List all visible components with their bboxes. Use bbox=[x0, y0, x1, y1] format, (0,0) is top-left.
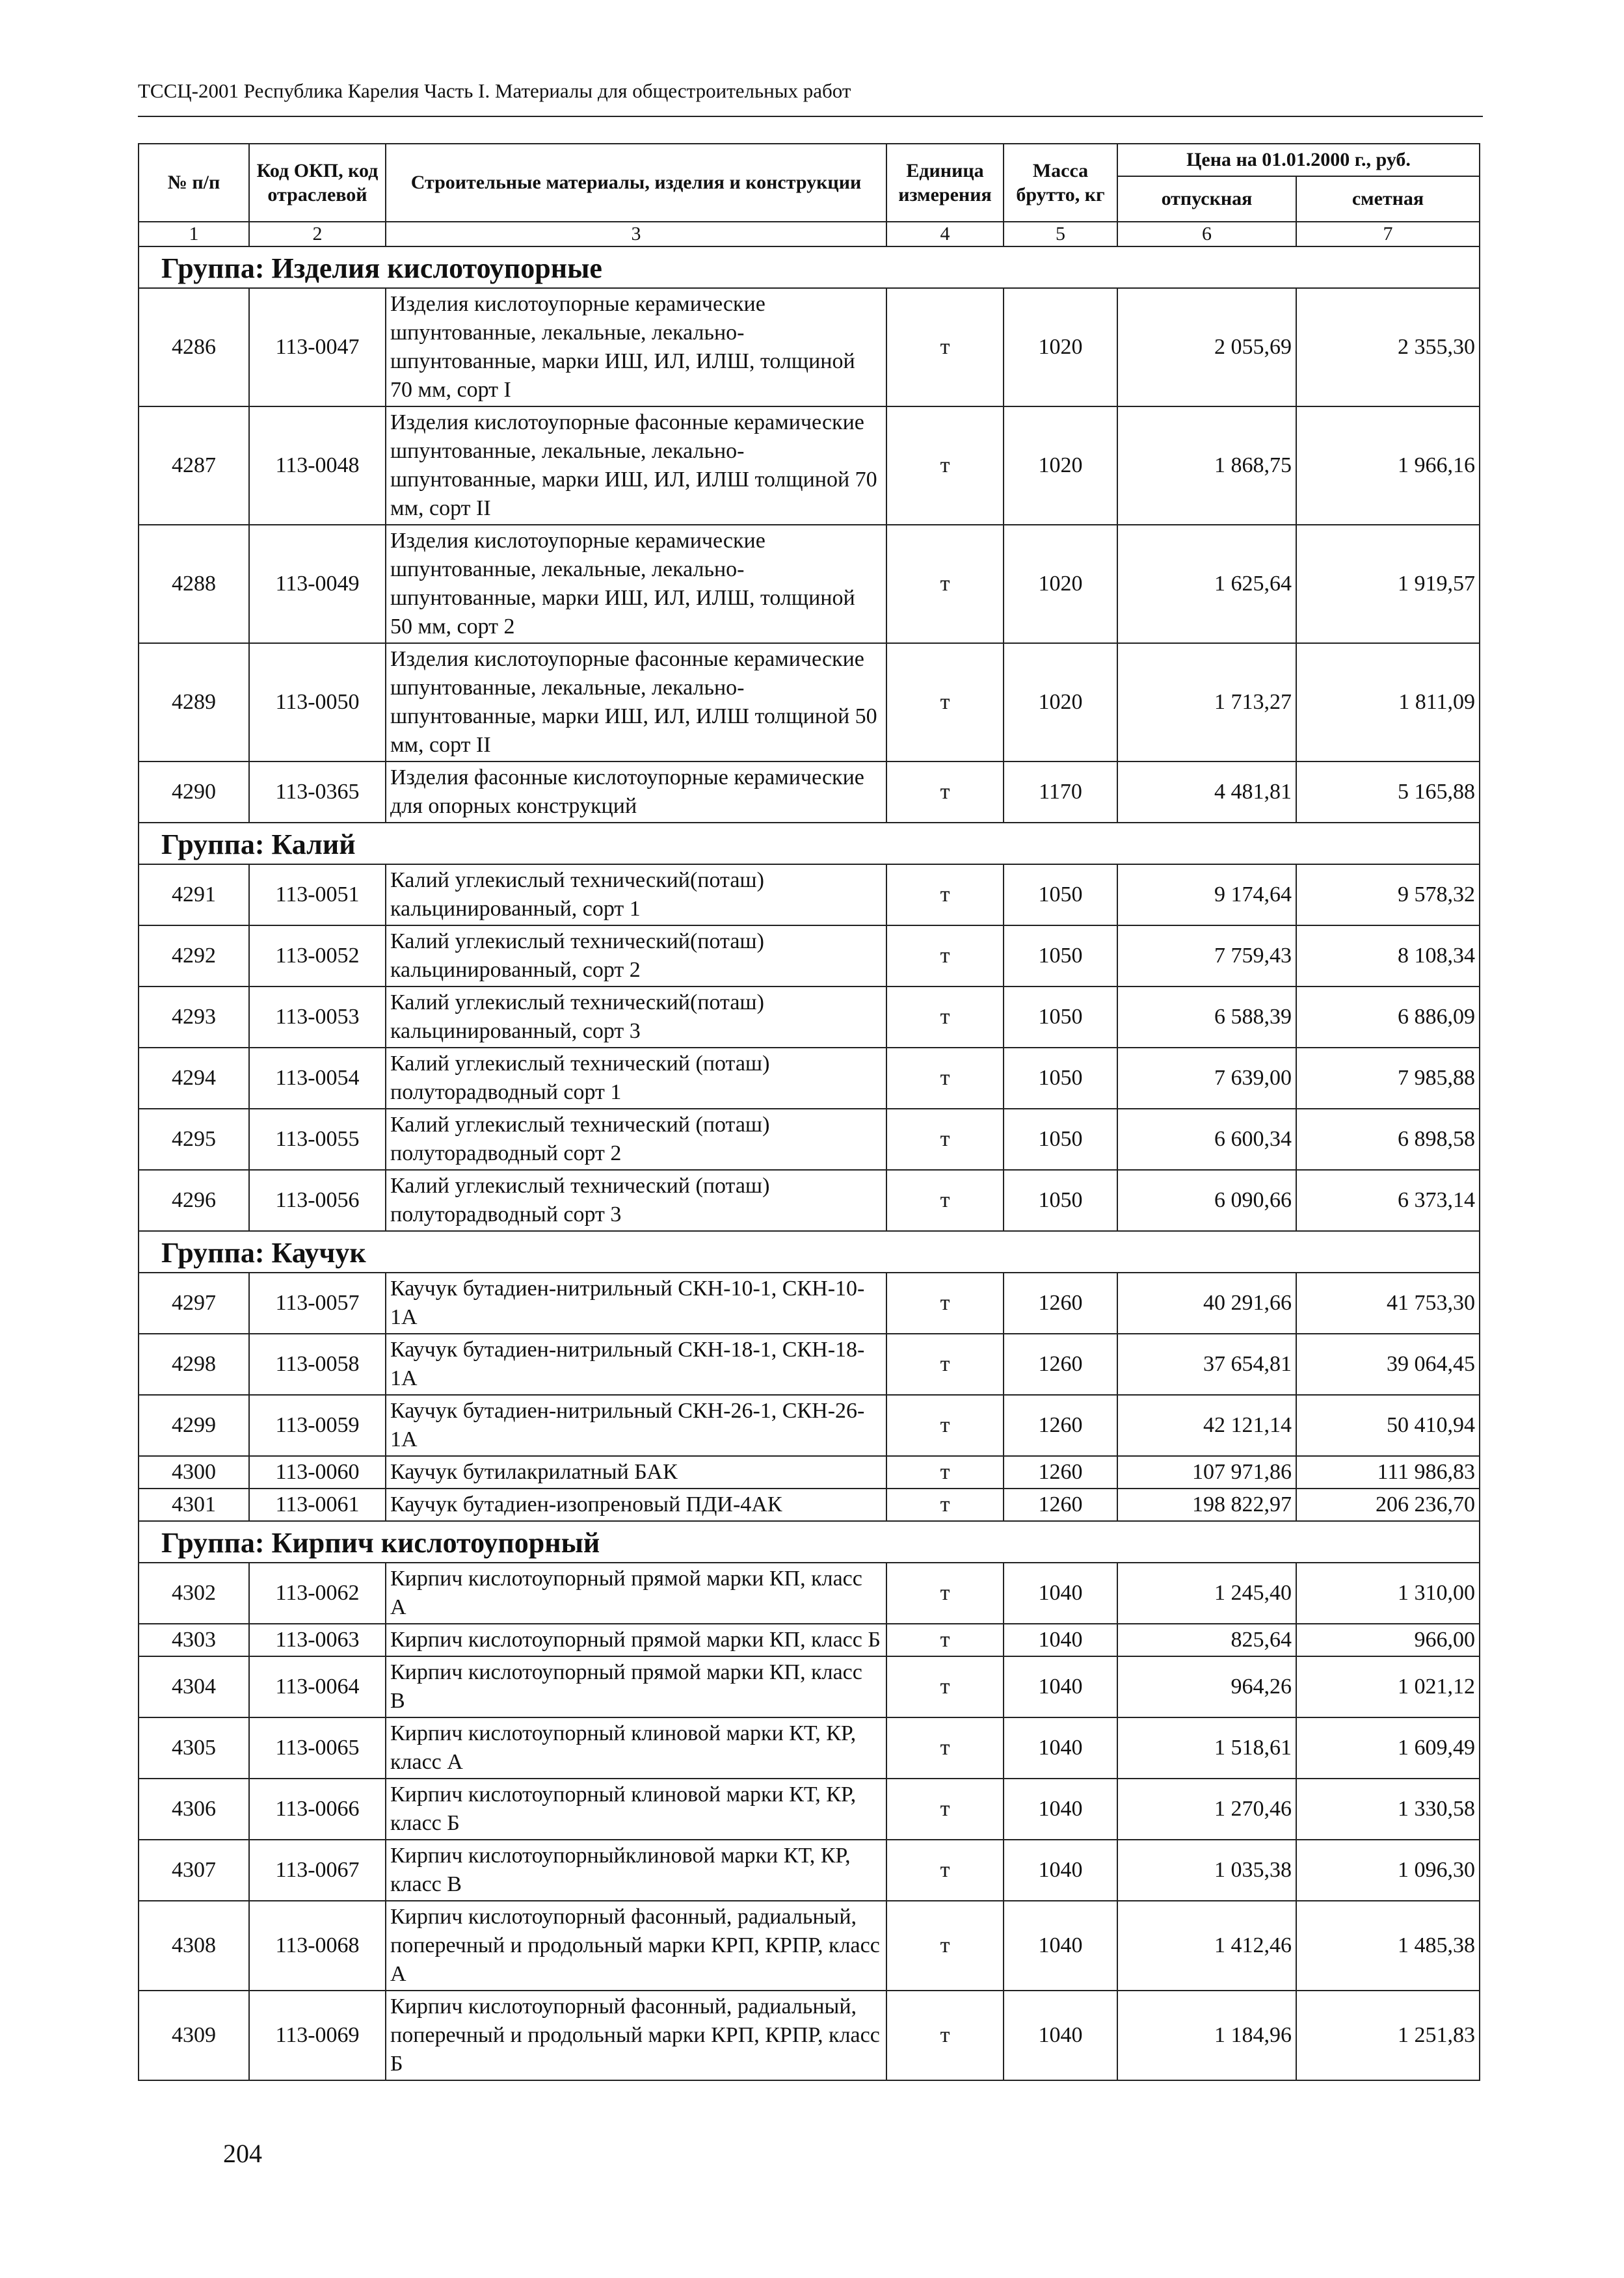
row-number: 4303 bbox=[139, 1624, 249, 1656]
row-code: 113-0053 bbox=[249, 987, 386, 1048]
row-number: 4298 bbox=[139, 1334, 249, 1395]
row-price-estimate: 1 811,09 bbox=[1296, 643, 1480, 762]
table-row bbox=[139, 1563, 1480, 1624]
col-index-cell: 7 bbox=[1296, 222, 1480, 246]
row-code: 113-0054 bbox=[249, 1048, 386, 1109]
row-price-release: 198 822,97 bbox=[1117, 1489, 1296, 1521]
row-price-release: 6 588,39 bbox=[1117, 987, 1296, 1048]
row-name: Кирпич кислотоупорный клиновой марки КТ, КР, класс А bbox=[386, 1717, 886, 1779]
group-header-row bbox=[139, 1521, 1480, 1563]
row-price-estimate: 9 578,32 bbox=[1296, 864, 1480, 925]
row-mass: 1040 bbox=[1004, 1901, 1117, 1991]
col-header-mass: Масса брутто, кг bbox=[1004, 144, 1117, 222]
row-price-release: 9 174,64 bbox=[1117, 864, 1296, 925]
row-price-release: 2 055,69 bbox=[1117, 288, 1296, 406]
running-header: ТССЦ-2001 Республика Карелия Часть I. Материалы для общестроительных работ bbox=[138, 79, 851, 102]
table-row bbox=[139, 1901, 1480, 1991]
row-mass: 1050 bbox=[1004, 864, 1117, 925]
row-code: 113-0365 bbox=[249, 762, 386, 823]
col-index-cell: 4 bbox=[886, 222, 1004, 246]
row-price-release: 1 518,61 bbox=[1117, 1717, 1296, 1779]
row-unit: т bbox=[886, 1717, 1004, 1779]
table-row bbox=[139, 1991, 1480, 2080]
row-code: 113-0055 bbox=[249, 1109, 386, 1170]
header-rule bbox=[138, 116, 1483, 117]
row-name: Каучук бутилакрилатный БАК bbox=[386, 1456, 886, 1489]
row-unit: т bbox=[886, 406, 1004, 525]
row-unit: т bbox=[886, 762, 1004, 823]
table-row bbox=[139, 406, 1480, 525]
row-price-release: 37 654,81 bbox=[1117, 1334, 1296, 1395]
row-number: 4305 bbox=[139, 1717, 249, 1779]
table-row bbox=[139, 1717, 1480, 1779]
row-price-release: 6 090,66 bbox=[1117, 1170, 1296, 1231]
table-row bbox=[139, 1840, 1480, 1901]
row-mass: 1040 bbox=[1004, 1563, 1117, 1624]
row-number: 4301 bbox=[139, 1489, 249, 1521]
col-index-cell: 1 bbox=[139, 222, 249, 246]
row-mass: 1260 bbox=[1004, 1273, 1117, 1334]
row-code: 113-0062 bbox=[249, 1563, 386, 1624]
row-name: Калий углекислый технический (поташ) полуторадводный сорт 1 bbox=[386, 1048, 886, 1109]
col-header-price-release: отпускная bbox=[1117, 176, 1296, 222]
table-row bbox=[139, 1624, 1480, 1656]
row-price-release: 7 639,00 bbox=[1117, 1048, 1296, 1109]
table-row bbox=[139, 288, 1480, 406]
group-title: Группа: Каучук bbox=[139, 1231, 1480, 1273]
row-name: Калий углекислый технический(поташ) кальцинированный, сорт 1 bbox=[386, 864, 886, 925]
row-price-estimate: 1 609,49 bbox=[1296, 1717, 1480, 1779]
row-code: 113-0058 bbox=[249, 1334, 386, 1395]
price-table-wrapper bbox=[138, 143, 1479, 2081]
row-code: 113-0061 bbox=[249, 1489, 386, 1521]
row-mass: 1260 bbox=[1004, 1456, 1117, 1489]
row-name: Кирпич кислотоупорный клиновой марки КТ, КР, класс Б bbox=[386, 1779, 886, 1840]
row-price-release: 4 481,81 bbox=[1117, 762, 1296, 823]
row-price-release: 7 759,43 bbox=[1117, 925, 1296, 987]
group-title: Группа: Калий bbox=[139, 823, 1480, 864]
col-index-cell: 3 bbox=[386, 222, 886, 246]
row-unit: т bbox=[886, 1779, 1004, 1840]
col-header-name: Строительные материалы, изделия и конструкции bbox=[386, 144, 886, 222]
row-name: Изделия кислотоупорные фасонные керамические шпунтованные, лекальные, лекально-шпунтованные, марки ИШ, ИЛ, ИЛШ толщиной 50 мм, сорт II bbox=[386, 643, 886, 762]
row-price-release: 42 121,14 bbox=[1117, 1395, 1296, 1456]
row-price-estimate: 1 310,00 bbox=[1296, 1563, 1480, 1624]
row-price-estimate: 41 753,30 bbox=[1296, 1273, 1480, 1334]
row-price-estimate: 1 330,58 bbox=[1296, 1779, 1480, 1840]
row-unit: т bbox=[886, 1109, 1004, 1170]
col-header-num: № п/п bbox=[139, 144, 249, 222]
row-price-estimate: 5 165,88 bbox=[1296, 762, 1480, 823]
col-index-cell: 6 bbox=[1117, 222, 1296, 246]
row-price-estimate: 1 966,16 bbox=[1296, 406, 1480, 525]
row-mass: 1050 bbox=[1004, 1109, 1117, 1170]
row-code: 113-0049 bbox=[249, 525, 386, 643]
row-mass: 1260 bbox=[1004, 1395, 1117, 1456]
row-code: 113-0052 bbox=[249, 925, 386, 987]
row-code: 113-0067 bbox=[249, 1840, 386, 1901]
row-name: Каучук бутадиен-нитрильный СКН-10-1, СКН-10-1А bbox=[386, 1273, 886, 1334]
group-title: Группа: Изделия кислотоупорные bbox=[139, 246, 1480, 288]
row-unit: т bbox=[886, 1170, 1004, 1231]
row-unit: т bbox=[886, 643, 1004, 762]
row-mass: 1040 bbox=[1004, 1624, 1117, 1656]
row-price-estimate: 6 898,58 bbox=[1296, 1109, 1480, 1170]
row-unit: т bbox=[886, 1991, 1004, 2080]
row-number: 4302 bbox=[139, 1563, 249, 1624]
table-row bbox=[139, 925, 1480, 987]
row-name: Кирпич кислотоупорный прямой марки КП, класс А bbox=[386, 1563, 886, 1624]
row-unit: т bbox=[886, 1273, 1004, 1334]
row-code: 113-0047 bbox=[249, 288, 386, 406]
row-number: 4290 bbox=[139, 762, 249, 823]
table-body bbox=[139, 246, 1480, 2080]
row-number: 4287 bbox=[139, 406, 249, 525]
table-row bbox=[139, 1656, 1480, 1717]
col-index-cell: 2 bbox=[249, 222, 386, 246]
row-mass: 1020 bbox=[1004, 525, 1117, 643]
group-header-row bbox=[139, 823, 1480, 864]
row-name: Каучук бутадиен-нитрильный СКН-18-1, СКН-18-1А bbox=[386, 1334, 886, 1395]
row-unit: т bbox=[886, 288, 1004, 406]
row-mass: 1040 bbox=[1004, 1840, 1117, 1901]
row-price-release: 107 971,86 bbox=[1117, 1456, 1296, 1489]
row-name: Изделия кислотоупорные фасонные керамические шпунтованные, лекальные, лекально-шпунтованные, марки ИШ, ИЛ, ИЛШ толщиной 70 мм, сорт II bbox=[386, 406, 886, 525]
row-code: 113-0048 bbox=[249, 406, 386, 525]
row-unit: т bbox=[886, 1456, 1004, 1489]
row-number: 4304 bbox=[139, 1656, 249, 1717]
row-price-release: 1 412,46 bbox=[1117, 1901, 1296, 1991]
row-code: 113-0051 bbox=[249, 864, 386, 925]
row-unit: т bbox=[886, 864, 1004, 925]
page-number: 204 bbox=[223, 2139, 262, 2168]
row-unit: т bbox=[886, 1901, 1004, 1991]
row-unit: т bbox=[886, 1048, 1004, 1109]
row-number: 4295 bbox=[139, 1109, 249, 1170]
row-unit: т bbox=[886, 1395, 1004, 1456]
row-price-release: 1 868,75 bbox=[1117, 406, 1296, 525]
row-price-release: 1 184,96 bbox=[1117, 1991, 1296, 2080]
row-price-estimate: 39 064,45 bbox=[1296, 1334, 1480, 1395]
row-price-release: 1 713,27 bbox=[1117, 643, 1296, 762]
group-header-row bbox=[139, 1231, 1480, 1273]
col-index-cell: 5 bbox=[1004, 222, 1117, 246]
table-row bbox=[139, 1048, 1480, 1109]
row-number: 4309 bbox=[139, 1991, 249, 2080]
row-price-estimate: 6 886,09 bbox=[1296, 987, 1480, 1048]
table-row bbox=[139, 1489, 1480, 1521]
row-price-release: 1 245,40 bbox=[1117, 1563, 1296, 1624]
row-number: 4286 bbox=[139, 288, 249, 406]
row-name: Изделия кислотоупорные керамические шпунтованные, лекальные, лекально-шпунтованные, марки ИШ, ИЛ, ИЛШ, толщиной 50 мм, сорт 2 bbox=[386, 525, 886, 643]
row-code: 113-0069 bbox=[249, 1991, 386, 2080]
row-price-release: 825,64 bbox=[1117, 1624, 1296, 1656]
table-row bbox=[139, 1395, 1480, 1456]
row-price-estimate: 6 373,14 bbox=[1296, 1170, 1480, 1231]
row-price-estimate: 1 251,83 bbox=[1296, 1991, 1480, 2080]
row-price-estimate: 1 919,57 bbox=[1296, 525, 1480, 643]
row-number: 4306 bbox=[139, 1779, 249, 1840]
row-number: 4300 bbox=[139, 1456, 249, 1489]
row-unit: т bbox=[886, 987, 1004, 1048]
row-number: 4307 bbox=[139, 1840, 249, 1901]
row-mass: 1040 bbox=[1004, 1991, 1117, 2080]
row-mass: 1050 bbox=[1004, 925, 1117, 987]
row-price-release: 1 035,38 bbox=[1117, 1840, 1296, 1901]
row-unit: т bbox=[886, 1334, 1004, 1395]
row-code: 113-0064 bbox=[249, 1656, 386, 1717]
row-price-release: 1 625,64 bbox=[1117, 525, 1296, 643]
row-code: 113-0059 bbox=[249, 1395, 386, 1456]
row-price-estimate: 966,00 bbox=[1296, 1624, 1480, 1656]
row-code: 113-0057 bbox=[249, 1273, 386, 1334]
table-head bbox=[139, 144, 1480, 246]
table-row bbox=[139, 1109, 1480, 1170]
row-price-estimate: 7 985,88 bbox=[1296, 1048, 1480, 1109]
row-price-estimate: 1 485,38 bbox=[1296, 1901, 1480, 1991]
row-price-estimate: 206 236,70 bbox=[1296, 1489, 1480, 1521]
price-table bbox=[138, 143, 1480, 2081]
row-name: Кирпич кислотоупорный прямой марки КП, класс В bbox=[386, 1656, 886, 1717]
row-unit: т bbox=[886, 1489, 1004, 1521]
table-row bbox=[139, 987, 1480, 1048]
row-mass: 1260 bbox=[1004, 1334, 1117, 1395]
row-unit: т bbox=[886, 1624, 1004, 1656]
table-row bbox=[139, 864, 1480, 925]
table-row bbox=[139, 762, 1480, 823]
row-number: 4289 bbox=[139, 643, 249, 762]
row-name: Калий углекислый технический(поташ) кальцинированный, сорт 2 bbox=[386, 925, 886, 987]
row-number: 4299 bbox=[139, 1395, 249, 1456]
table-row bbox=[139, 1273, 1480, 1334]
row-name: Изделия кислотоупорные керамические шпунтованные, лекальные, лекально-шпунтованные, марки ИШ, ИЛ, ИЛШ, толщиной 70 мм, сорт I bbox=[386, 288, 886, 406]
row-name: Кирпич кислотоупорныйклиновой марки КТ, КР, класс В bbox=[386, 1840, 886, 1901]
row-number: 4292 bbox=[139, 925, 249, 987]
row-name: Кирпич кислотоупорный фасонный, радиальный, поперечный и продольный марки КРП, КРПР, класс Б bbox=[386, 1991, 886, 2080]
row-unit: т bbox=[886, 1563, 1004, 1624]
row-mass: 1020 bbox=[1004, 406, 1117, 525]
row-price-estimate: 2 355,30 bbox=[1296, 288, 1480, 406]
row-mass: 1040 bbox=[1004, 1779, 1117, 1840]
row-code: 113-0063 bbox=[249, 1624, 386, 1656]
row-mass: 1040 bbox=[1004, 1656, 1117, 1717]
row-mass: 1260 bbox=[1004, 1489, 1117, 1521]
row-mass: 1040 bbox=[1004, 1717, 1117, 1779]
col-header-unit: Единица измерения bbox=[886, 144, 1004, 222]
row-name: Кирпич кислотоупорный фасонный, радиальный, поперечный и продольный марки КРП, КРПР, класс А bbox=[386, 1901, 886, 1991]
row-number: 4296 bbox=[139, 1170, 249, 1231]
row-price-release: 6 600,34 bbox=[1117, 1109, 1296, 1170]
table-row bbox=[139, 1779, 1480, 1840]
row-name: Калий углекислый технический(поташ) кальцинированный, сорт 3 bbox=[386, 987, 886, 1048]
row-unit: т bbox=[886, 525, 1004, 643]
row-name: Калий углекислый технический (поташ) полуторадводный сорт 3 bbox=[386, 1170, 886, 1231]
group-header-row bbox=[139, 246, 1480, 288]
row-price-estimate: 8 108,34 bbox=[1296, 925, 1480, 987]
row-code: 113-0060 bbox=[249, 1456, 386, 1489]
group-title: Группа: Кирпич кислотоупорный bbox=[139, 1521, 1480, 1563]
row-mass: 1020 bbox=[1004, 643, 1117, 762]
row-code: 113-0065 bbox=[249, 1717, 386, 1779]
row-name: Изделия фасонные кислотоупорные керамические для опорных конструкций bbox=[386, 762, 886, 823]
col-header-price: Цена на 01.01.2000 г., руб. bbox=[1117, 144, 1480, 176]
row-unit: т bbox=[886, 1656, 1004, 1717]
table-row bbox=[139, 525, 1480, 643]
row-name: Кирпич кислотоупорный прямой марки КП, класс Б bbox=[386, 1624, 886, 1656]
row-price-release: 964,26 bbox=[1117, 1656, 1296, 1717]
row-unit: т bbox=[886, 925, 1004, 987]
table-row bbox=[139, 1334, 1480, 1395]
row-code: 113-0056 bbox=[249, 1170, 386, 1231]
row-mass: 1050 bbox=[1004, 1048, 1117, 1109]
row-price-estimate: 111 986,83 bbox=[1296, 1456, 1480, 1489]
col-header-code: Код ОКП, код отраслевой bbox=[249, 144, 386, 222]
row-number: 4308 bbox=[139, 1901, 249, 1991]
row-mass: 1170 bbox=[1004, 762, 1117, 823]
row-name: Каучук бутадиен-изопреновый ПДИ-4АК bbox=[386, 1489, 886, 1521]
row-number: 4294 bbox=[139, 1048, 249, 1109]
row-name: Каучук бутадиен-нитрильный СКН-26-1, СКН-26-1А bbox=[386, 1395, 886, 1456]
row-number: 4293 bbox=[139, 987, 249, 1048]
row-mass: 1050 bbox=[1004, 987, 1117, 1048]
row-price-release: 40 291,66 bbox=[1117, 1273, 1296, 1334]
col-header-price-estimate: сметная bbox=[1296, 176, 1480, 222]
row-number: 4291 bbox=[139, 864, 249, 925]
column-index-row bbox=[139, 222, 1480, 246]
row-number: 4288 bbox=[139, 525, 249, 643]
row-price-release: 1 270,46 bbox=[1117, 1779, 1296, 1840]
row-mass: 1020 bbox=[1004, 288, 1117, 406]
row-price-estimate: 50 410,94 bbox=[1296, 1395, 1480, 1456]
table-row bbox=[139, 1456, 1480, 1489]
row-code: 113-0066 bbox=[249, 1779, 386, 1840]
row-code: 113-0050 bbox=[249, 643, 386, 762]
row-mass: 1050 bbox=[1004, 1170, 1117, 1231]
row-code: 113-0068 bbox=[249, 1901, 386, 1991]
row-price-estimate: 1 096,30 bbox=[1296, 1840, 1480, 1901]
table-row bbox=[139, 643, 1480, 762]
row-number: 4297 bbox=[139, 1273, 249, 1334]
row-unit: т bbox=[886, 1840, 1004, 1901]
table-row bbox=[139, 1170, 1480, 1231]
row-price-estimate: 1 021,12 bbox=[1296, 1656, 1480, 1717]
row-name: Калий углекислый технический (поташ) полуторадводный сорт 2 bbox=[386, 1109, 886, 1170]
